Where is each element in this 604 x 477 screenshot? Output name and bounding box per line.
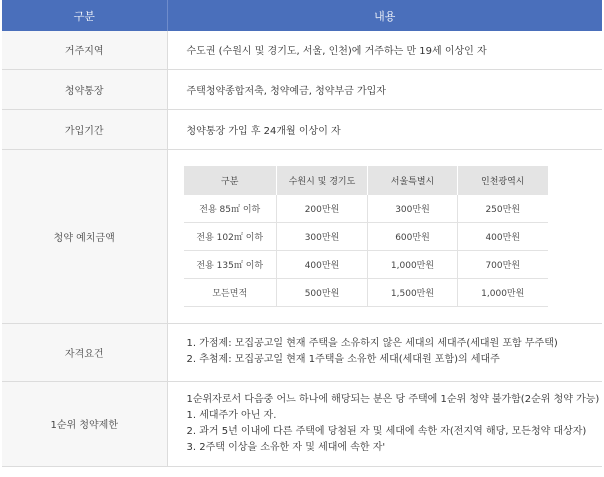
label-account: 청약통장 (2, 69, 167, 109)
deposit-cell: 1,500만원 (368, 278, 458, 306)
deposit-cell: 300만원 (277, 222, 368, 250)
deposit-cell: 모든면적 (184, 278, 277, 306)
header-content: 내용 (167, 0, 602, 31)
header-category: 구분 (2, 0, 167, 31)
deposit-header-gyeonggi: 수원시 및 경기도 (277, 166, 368, 195)
restriction-line: 1. 세대주가 아닌 자. (186, 409, 277, 421)
deposit-cell: 500만원 (277, 278, 368, 306)
restriction-line: 2. 과거 5년 이내에 다른 주택에 당첨된 자 및 세대에 속한 자(전지역 해당, 모든청약 대상자) (186, 425, 587, 437)
deposit-cell: 700만원 (458, 250, 548, 278)
value-residence: 수도권 (수원시 및 경기도, 서울, 인천)에 거주하는 만 19세 이상인 자 (167, 31, 602, 69)
value-period: 청약통장 가입 후 24개월 이상이 자 (167, 109, 602, 149)
label-restriction: 1순위 청약제한 (2, 381, 167, 466)
deposit-table (184, 166, 548, 307)
deposit-cell: 전용 102㎡ 이하 (184, 222, 277, 250)
header-row (2, 0, 602, 31)
deposit-row (184, 195, 548, 223)
qualification-line: 1. 가점제: 모집공고일 현재 주택을 소유하지 않은 세대의 세대주(세대원 포함 무주택) (186, 338, 558, 349)
row-account (2, 69, 602, 109)
deposit-header-row (184, 166, 548, 195)
deposit-row (184, 222, 548, 250)
subscription-info (2, 0, 602, 467)
deposit-cell: 250만원 (458, 195, 548, 223)
deposit-cell: 400만원 (277, 250, 368, 278)
label-residence: 거주지역 (2, 31, 167, 69)
deposit-row (184, 250, 548, 278)
label-qualification: 자격요건 (2, 323, 167, 381)
value-restriction (167, 381, 602, 466)
deposit-cell: 200만원 (277, 195, 368, 223)
deposit-header-seoul: 서울특별시 (368, 166, 458, 195)
deposit-cell: 전용 85㎡ 이하 (184, 195, 277, 223)
restriction-line: 3. 2주택 이상을 소유한 자 및 세대에 속한 자' (186, 441, 386, 453)
info-table (2, 0, 602, 467)
value-qualification (167, 323, 602, 381)
label-deposit: 청약 예치금액 (2, 149, 167, 323)
deposit-header-incheon: 인천광역시 (458, 166, 548, 195)
row-restriction (2, 381, 602, 466)
deposit-cell: 300만원 (368, 195, 458, 223)
deposit-header-category: 구분 (184, 166, 277, 195)
label-period: 가입기간 (2, 109, 167, 149)
row-qualification (2, 323, 602, 381)
deposit-cell: 1,000만원 (458, 278, 548, 306)
deposit-cell: 400만원 (458, 222, 548, 250)
row-deposit (2, 149, 602, 323)
qualification-line: 2. 추첨제: 모집공고일 현재 1주택을 소유한 세대(세대원 포함)의 세대주 (186, 354, 500, 365)
value-account: 주택청약종합저축, 청약예금, 청약부금 가입자 (167, 69, 602, 109)
deposit-row (184, 278, 548, 306)
deposit-cell: 1,000만원 (368, 250, 458, 278)
deposit-cell: 전용 135㎡ 이하 (184, 250, 277, 278)
deposit-cell: 600만원 (368, 222, 458, 250)
row-residence (2, 31, 602, 69)
row-period (2, 109, 602, 149)
value-deposit (167, 149, 602, 323)
restriction-line: 1순위자로서 다음중 어느 하나에 해당되는 분은 당 주택에 1순위 청약 불가함(2순위 청약 가능) (186, 393, 600, 405)
